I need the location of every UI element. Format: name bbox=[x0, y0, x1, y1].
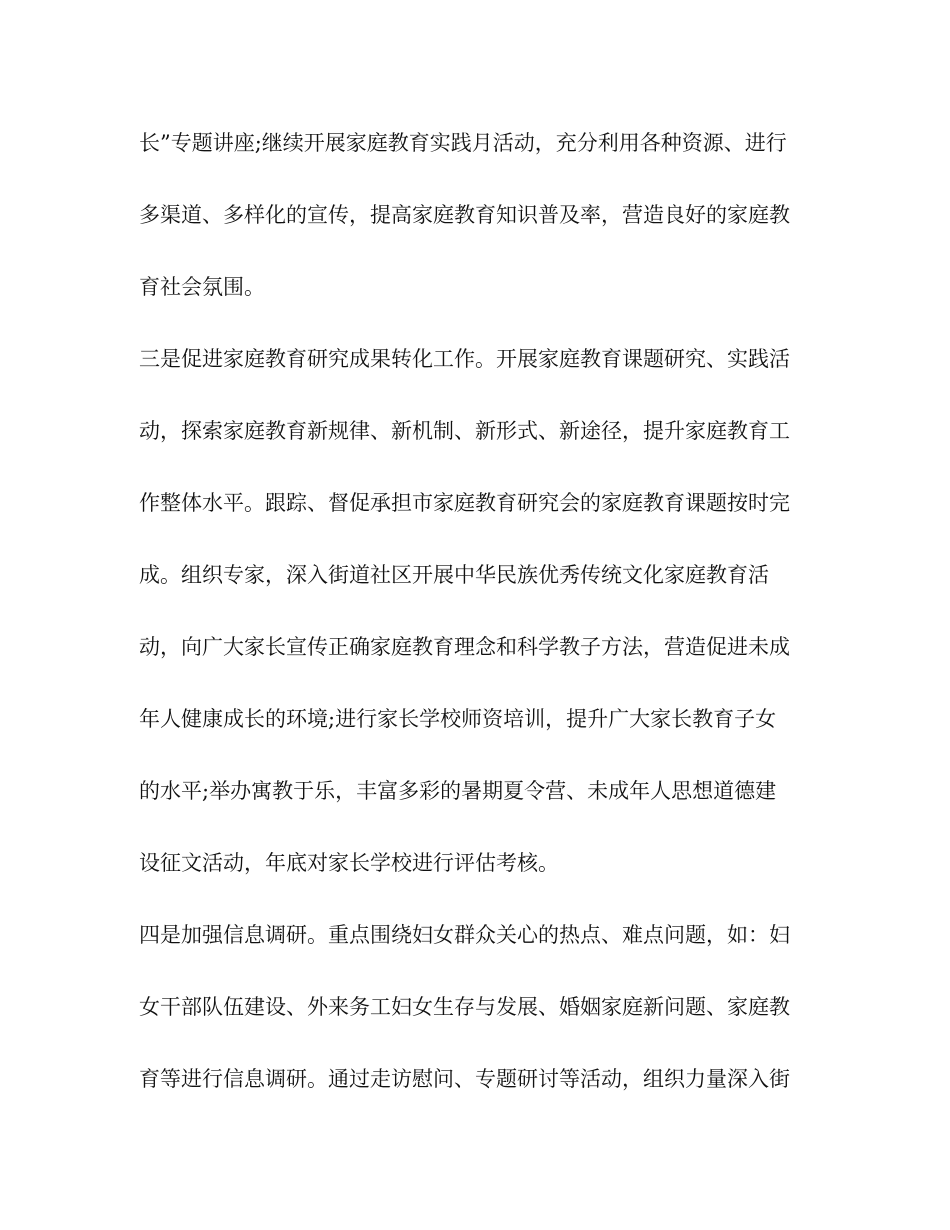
text-line: 女干部队伍建设、外来务工妇女生存与发展、婚姻家庭新问题、家庭教 bbox=[139, 995, 790, 1019]
text-line: 多渠道、多样化的宣传，提高家庭教育知识普及率，营造良好的家庭教 bbox=[139, 203, 790, 227]
text-line: 育社会氛围。 bbox=[139, 275, 265, 299]
text-line: 年人健康成长的环境;进行家长学校师资培训，提升广大家长教育子女 bbox=[139, 707, 777, 731]
text-line: 的水平;举办寓教于乐，丰富多彩的暑期夏令营、未成年人思想道德建 bbox=[139, 779, 777, 803]
text-line: 长”专题讲座;继续开展家庭教育实践月活动，充分利用各种资源、进行 bbox=[139, 131, 787, 155]
text-line: 动，向广大家长宣传正确家庭教育理念和科学教子方法，营造促进未成 bbox=[139, 635, 790, 659]
text-line: 作整体水平。跟踪、督促承担市家庭教育研究会的家庭教育课题按时完 bbox=[139, 491, 790, 515]
text-line: 育等进行信息调研。通过走访慰问、专题研讨等活动，组织力量深入街 bbox=[139, 1067, 790, 1091]
text-line: 设征文活动，年底对家长学校进行评估考核。 bbox=[139, 851, 559, 875]
text-line: 成。组织专家，深入街道社区开展中华民族优秀传统文化家庭教育活 bbox=[139, 563, 769, 587]
text-line: 动，探索家庭教育新规律、新机制、新形式、新途径，提升家庭教育工 bbox=[139, 419, 790, 443]
text-line: 三是促进家庭教育研究成果转化工作。开展家庭教育课题研究、实践活 bbox=[139, 347, 790, 371]
text-line: 四是加强信息调研。重点围绕妇女群众关心的热点、难点问题，如：妇 bbox=[139, 923, 790, 947]
